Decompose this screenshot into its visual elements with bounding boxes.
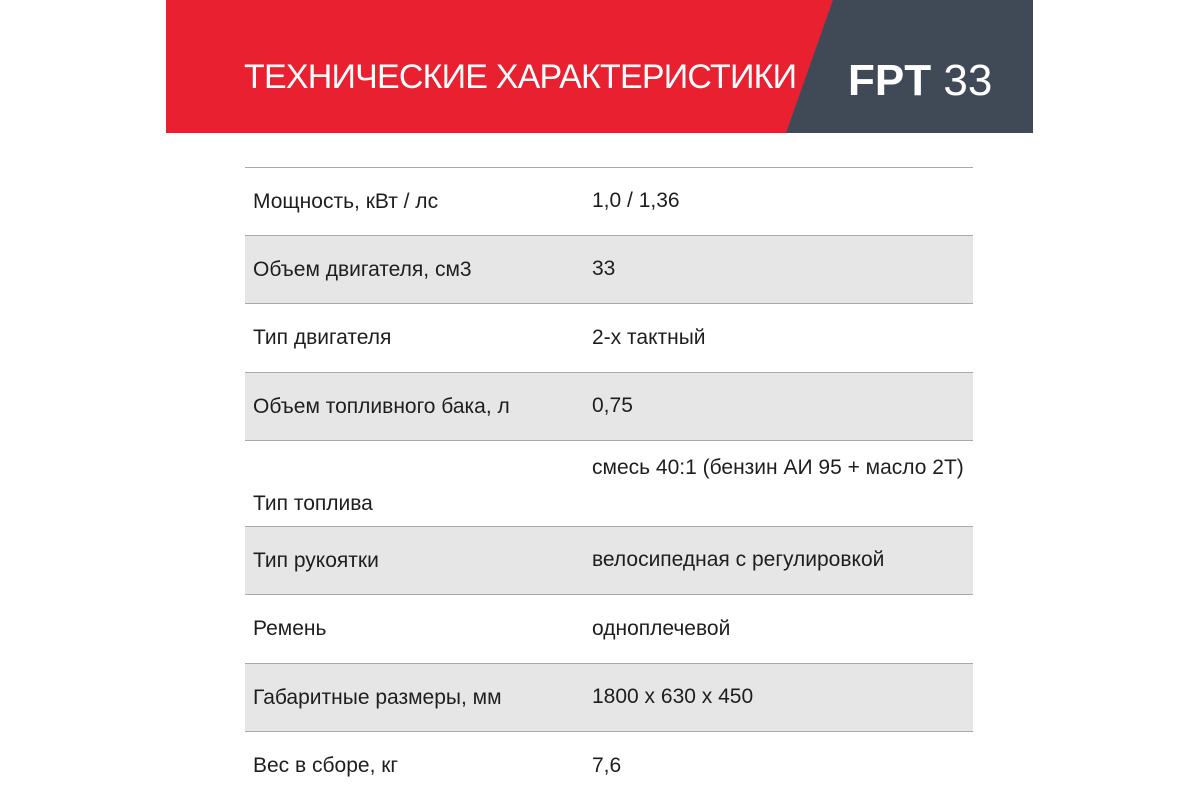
spec-label: Объем топливного бака, л	[253, 394, 510, 418]
table-row	[245, 236, 973, 304]
spec-value: 33	[592, 257, 616, 281]
spec-value: одноплечевой	[592, 616, 731, 640]
spec-label: Тип рукоятки	[253, 548, 379, 572]
spec-value: велосипедная с регулировкой	[592, 548, 885, 572]
table-row	[245, 732, 973, 800]
spec-table	[245, 167, 973, 800]
table-row	[245, 373, 973, 441]
table-row	[245, 664, 973, 732]
table-row	[245, 168, 973, 236]
spec-value: смесь 40:1 (бензин АИ 95 + масло 2Т)	[592, 456, 964, 479]
table-row	[245, 441, 973, 527]
spec-label: Мощность, кВт / лс	[253, 189, 439, 213]
spec-value: 2-х тактный	[592, 325, 706, 349]
spec-label: Ремень	[253, 617, 327, 641]
spec-label: Тип двигателя	[253, 326, 392, 350]
spec-label: Объем двигателя, см3	[253, 257, 472, 281]
model-number: 33	[943, 56, 993, 105]
page-title: ТЕХНИЧЕСКИЕ ХАРАКТЕРИСТИКИ	[244, 58, 797, 96]
table-row	[245, 304, 973, 373]
spec-value: 1800 х 630 х 450	[592, 685, 754, 709]
header-banner	[166, 0, 1033, 133]
table-row	[245, 527, 973, 595]
spec-value: 1,0 / 1,36	[592, 189, 680, 213]
model-name	[848, 56, 993, 105]
spec-value: 0,75	[592, 394, 633, 418]
model-series: FPT	[848, 56, 932, 105]
spec-label: Вес в сборе, кг	[253, 754, 399, 778]
spec-label: Габаритные размеры, мм	[253, 685, 502, 709]
spec-label: Тип топлива	[253, 491, 373, 515]
table-row	[245, 595, 973, 664]
spec-value: 7,6	[592, 753, 622, 777]
